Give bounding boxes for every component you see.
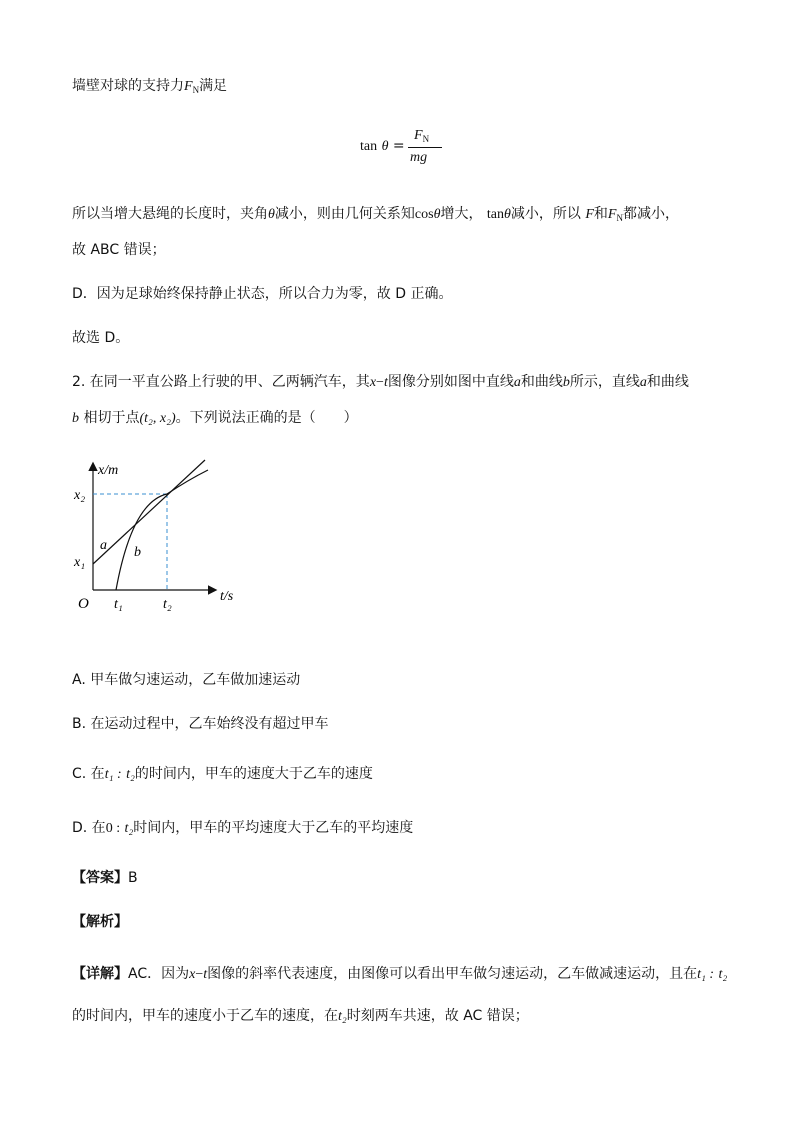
text-line-6: 故选 D。	[72, 330, 130, 346]
text-line-1: 墙壁对球的支持力$F_N$满足	[72, 78, 228, 95]
option-d: D. 在0 : t₂时间内，甲车的平均速度大于乙车的平均速度	[72, 820, 414, 836]
line-a-label: a	[100, 538, 107, 553]
option-c: C. 在t₁ : t₂的时间内，甲车的速度大于乙车的速度	[72, 766, 373, 782]
curve-b-label: b	[134, 545, 141, 560]
answer-line	[72, 868, 138, 888]
x1-label: x₁	[74, 555, 86, 570]
t2-label: t₂	[163, 597, 172, 612]
text-line-5: D．因为足球始终保持静止状态，所以合力为零，故 D 正确。	[72, 286, 453, 302]
origin-label: O	[78, 596, 89, 612]
answer-tag: 【答案】	[72, 870, 128, 886]
x-t-graph	[70, 452, 250, 620]
t1-label: t₁	[114, 597, 123, 612]
question-2-line-1: 2. 在同一平直公路上行驶的甲、乙两辆汽车，其x−t图像分别如图中直线a和曲线b所示，直线a和曲线	[72, 374, 689, 390]
fn-symbol: $F_N$	[184, 79, 200, 95]
analysis-tag: 【解析】	[72, 914, 128, 930]
question-2-line-2: b 相切于点(t₂, x₂)。下列说法正确的是（ ）	[72, 410, 358, 426]
answer-value: B	[128, 870, 138, 886]
x2-label: x₂	[74, 488, 86, 503]
text-line-4: 故 ABC 错误；	[72, 242, 166, 258]
option-a: A. 甲车做匀速运动，乙车做加速运动	[72, 672, 301, 688]
detail-line-1: 【详解】AC．因为x−t图像的斜率代表速度，由图像可以看出甲车做匀速运动，乙车做减速运动，且在t₁ : t₂	[72, 966, 728, 982]
x-axis-label: t/s	[220, 589, 234, 604]
formula-tan-theta: tan θ = $F_N$ mg	[360, 128, 480, 178]
y-axis-label: x/m	[98, 463, 119, 478]
option-b: B. 在运动过程中，乙车始终没有超过甲车	[72, 716, 329, 732]
text-line-3: 所以当增大悬绳的长度时，夹角θ减小，则由几何关系知cosθ增大， tanθ减小，所以 F和$F_N$都减小，	[72, 206, 679, 223]
detail-line-2: 的时间内，甲车的速度小于乙车的速度，在t₂时刻两车共速，故 AC 错误；	[72, 1008, 529, 1024]
